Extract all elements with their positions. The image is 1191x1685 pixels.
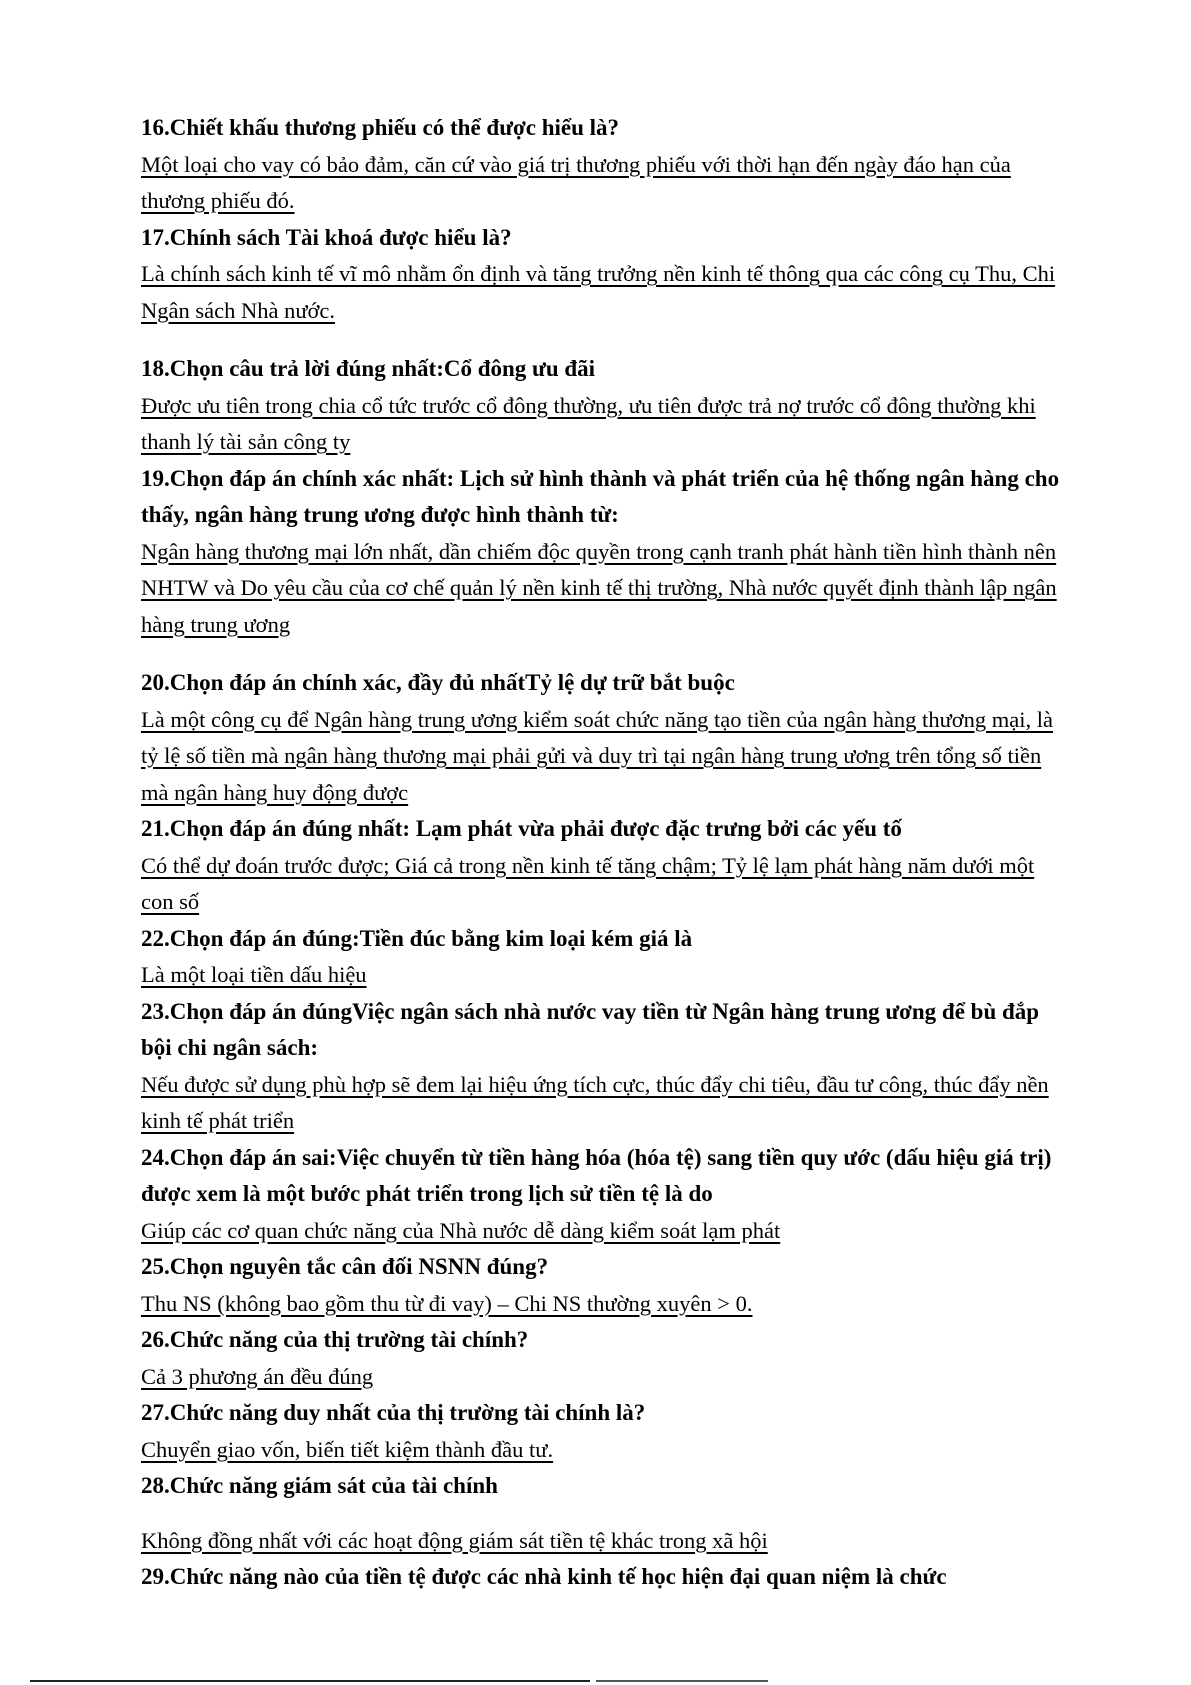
qa-item-16 <box>141 110 1061 220</box>
spacer <box>141 1505 1061 1523</box>
spacer <box>141 643 1061 665</box>
answer-24: Giúp các cơ quan chức năng của Nhà nước dễ dàng kiểm soát lạm phát <box>141 1217 781 1243</box>
question-20: 20.Chọn đáp án chính xác, đầy đủ nhấtTỷ lệ dự trữ bắt buộc <box>141 670 735 695</box>
answer-17: Là chính sách kinh tế vĩ mô nhằm ổn định và tăng trưởng nền kinh tế thông qua các công cụ Thu, Chi Ngân sách Nhà nước. <box>141 261 1056 323</box>
question-21: 21.Chọn đáp án đúng nhất: Lạm phát vừa phải được đặc trưng bởi các yếu tố <box>141 816 902 841</box>
qa-item-20 <box>141 665 1061 811</box>
question-22: 22.Chọn đáp án đúng:Tiền đúc bằng kim loại kém giá là <box>141 925 693 951</box>
answer-22: Là một loại tiền dấu hiệu <box>141 962 367 987</box>
answer-21: Có thể dự đoán trước được; Giá cả trong nền kinh tế tăng chậm; Tỷ lệ lạm phát hàng năm dưới một con số <box>141 852 1035 914</box>
document-page <box>141 110 1061 1596</box>
question-23: 23.Chọn đáp án đúngViệc ngân sách nhà nước vay tiền từ Ngân hàng trung ương để bù đắp bội chi ngân sách: <box>141 998 1040 1060</box>
answer-20: Là một công cụ để Ngân hàng trung ương kiểm soát chức năng tạo tiền của ngân hàng thương mại, là tỷ lệ số tiền mà ngân hàng thương mại phải gửi và duy trì tại ngân hàng trung ương trên tổng số tiền mà ngân hàng huy động được <box>141 706 1054 805</box>
question-16: 16.Chiết khấu thương phiếu có thể được hiểu là? <box>141 115 620 140</box>
question-28: 28.Chức năng giám sát của tài chính <box>141 1473 498 1498</box>
qa-item-26 <box>141 1322 1061 1395</box>
question-29: 29.Chức năng nào của tiền tệ được các nhà kinh tế học hiện đại quan niệm là chức <box>141 1564 947 1589</box>
qa-item-27 <box>141 1395 1061 1468</box>
question-26: 26.Chức năng của thị trường tài chính? <box>141 1327 529 1352</box>
question-18: 18.Chọn câu trả lời đúng nhất:Cổ đông ưu đãi <box>141 356 596 381</box>
qa-item-28 <box>141 1468 1061 1559</box>
qa-item-22 <box>141 921 1061 994</box>
answer-27: Chuyển giao vốn, biến tiết kiệm thành đầu tư. <box>141 1436 554 1462</box>
qa-item-18 <box>141 351 1061 461</box>
answer-19: Ngân hàng thương mại lớn nhất, dần chiếm độc quyền trong cạnh tranh phát hành tiền hình thành nên NHTW và Do yêu cầu của cơ chế quản lý nền kinh tế thị trường, Nhà nước quyết định thành lập ngân hàng trung ương <box>141 538 1057 637</box>
question-27: 27.Chức năng duy nhất của thị trường tài chính là? <box>141 1400 646 1425</box>
answer-23: Nếu được sử dụng phù hợp sẽ đem lại hiệu ứng tích cực, thúc đẩy chi tiêu, đầu tư công, thúc đẩy nền kinh tế phát triển <box>141 1071 1049 1133</box>
qa-item-21 <box>141 811 1061 921</box>
spacer <box>141 329 1061 351</box>
page-bottom-rule <box>30 1680 590 1682</box>
question-24: 24.Chọn đáp án sai:Việc chuyển từ tiền hàng hóa (hóa tệ) sang tiền quy ước (dấu hiệu giá trị) được xem là một bước phát triển trong lịch sử tiền tệ là do <box>141 1144 1052 1206</box>
answer-28: Không đồng nhất với các hoạt động giám sát tiền tệ khác trong xã hội <box>141 1527 768 1553</box>
page-bottom-rule-short <box>596 1680 768 1682</box>
qa-item-17 <box>141 220 1061 330</box>
qa-item-24 <box>141 1140 1061 1250</box>
answer-25: Thu NS (không bao gồm thu từ đi vay) – Chi NS thường xuyên > 0. <box>141 1290 753 1316</box>
qa-item-19 <box>141 461 1061 644</box>
question-25: 25.Chọn nguyên tắc cân đối NSNN đúng? <box>141 1254 549 1279</box>
question-19: 19.Chọn đáp án chính xác nhất: Lịch sử hình thành và phát triển của hệ thống ngân hàng cho thấy, ngân hàng trung ương được hình thành từ: <box>141 465 1060 527</box>
qa-item-25 <box>141 1249 1061 1322</box>
question-17: 17.Chính sách Tài khoá được hiểu là? <box>141 224 512 250</box>
answer-18: Được ưu tiên trong chia cổ tức trước cổ đông thường, ưu tiên được trả nợ trước cổ đông thường khi thanh lý tài sản công ty <box>141 392 1036 454</box>
answer-16: Một loại cho vay có bảo đảm, căn cứ vào giá trị thương phiếu với thời hạn đến ngày đáo hạn của thương phiếu đó. <box>141 151 1011 213</box>
qa-item-23 <box>141 994 1061 1140</box>
qa-item-29 <box>141 1559 1061 1596</box>
answer-26: Cả 3 phương án đều đúng <box>141 1363 374 1389</box>
